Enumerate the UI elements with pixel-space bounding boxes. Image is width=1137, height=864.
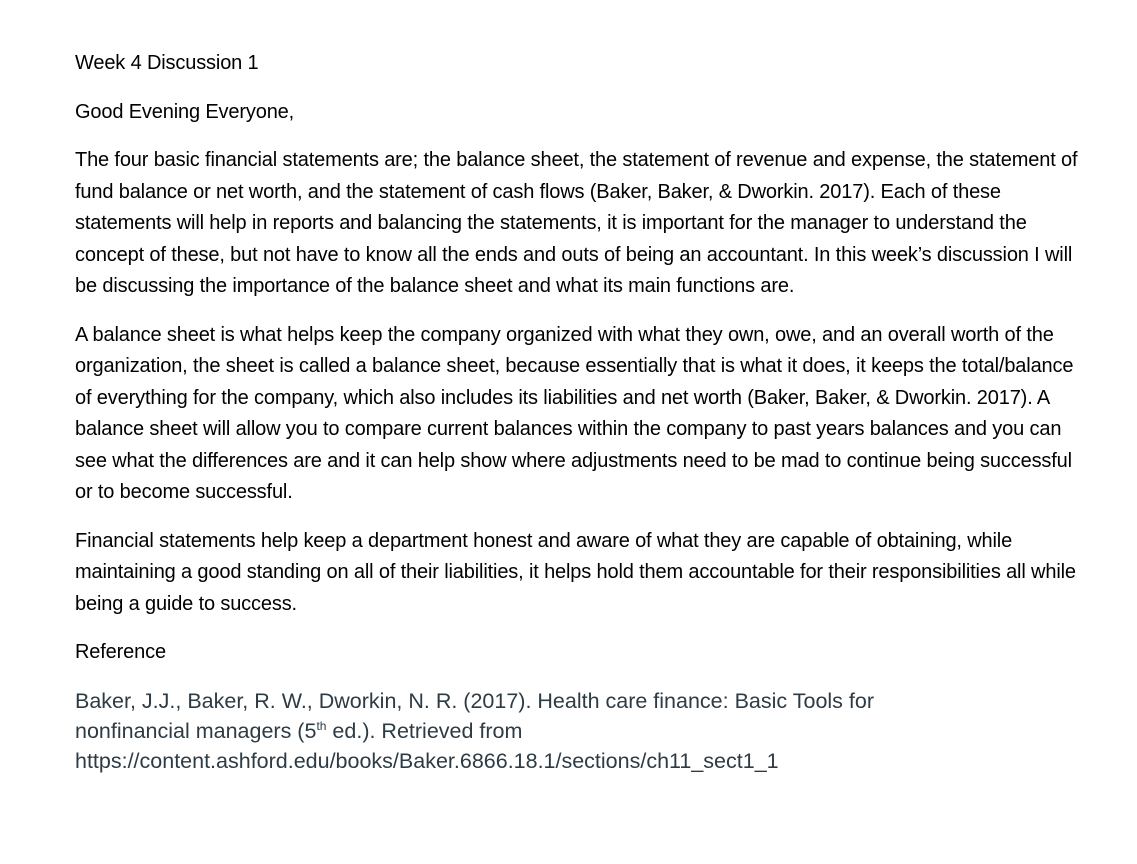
document-title: Week 4 Discussion 1 [75, 52, 259, 74]
reference-line-2-start: nonfinancial managers (5 [75, 718, 317, 743]
paragraph-balance-sheet: A balance sheet is what helps keep the company organized with what they own, owe, and an overall worth of the organization, the sheet is called a balance sheet, because essentially that is what it does, it keeps the total/balance of everything for the company, which also includes its liabilities and net worth (Baker, Baker, & Dworkin. 2017). A balance sheet will allow you to compare current balances within the company to past years balances and you can see what the differences are and it can help show where adjustments need to be mad to continue being successful or to become successful. [75, 323, 1074, 503]
paragraph-financial-statements: The four basic financial statements are; the balance sheet, the statement of revenue and expense, the statement of fund balance or net worth, and the statement of cash flows (Baker, Baker, & Dworkin. 2017). Each of these statements will help in reports and balancing the statements, it is important for the manager to understand the concept of these, but not have to know all the ends and outs of being an accountant. In this week’s discussion I will be discussing the importance of the balance sheet and what its main functions are. [75, 149, 1078, 297]
reference-citation [75, 686, 1087, 776]
reference-line-2-end: ed.). Retrieved from [326, 718, 523, 743]
paragraph-conclusion: Financial statements help keep a department honest and aware of what they are capable of obtaining, while maintaining a good standing on all of their liabilities, it helps hold them accountable for their responsibilities all while being a guide to success. [75, 529, 1076, 615]
reference-url: https://content.ashford.edu/books/Baker.6866.18.1/sections/ch11_sect1_1 [75, 748, 779, 773]
reference-superscript: th [316, 718, 327, 733]
reference-line-2 [75, 716, 1087, 746]
reference-line-1: Baker, J.J., Baker, R. W., Dworkin, N. R. (2017). Health care finance: Basic Tools for [75, 688, 874, 713]
greeting: Good Evening Everyone, [75, 100, 295, 123]
document-page [75, 48, 1087, 776]
reference-heading: Reference [75, 641, 166, 663]
